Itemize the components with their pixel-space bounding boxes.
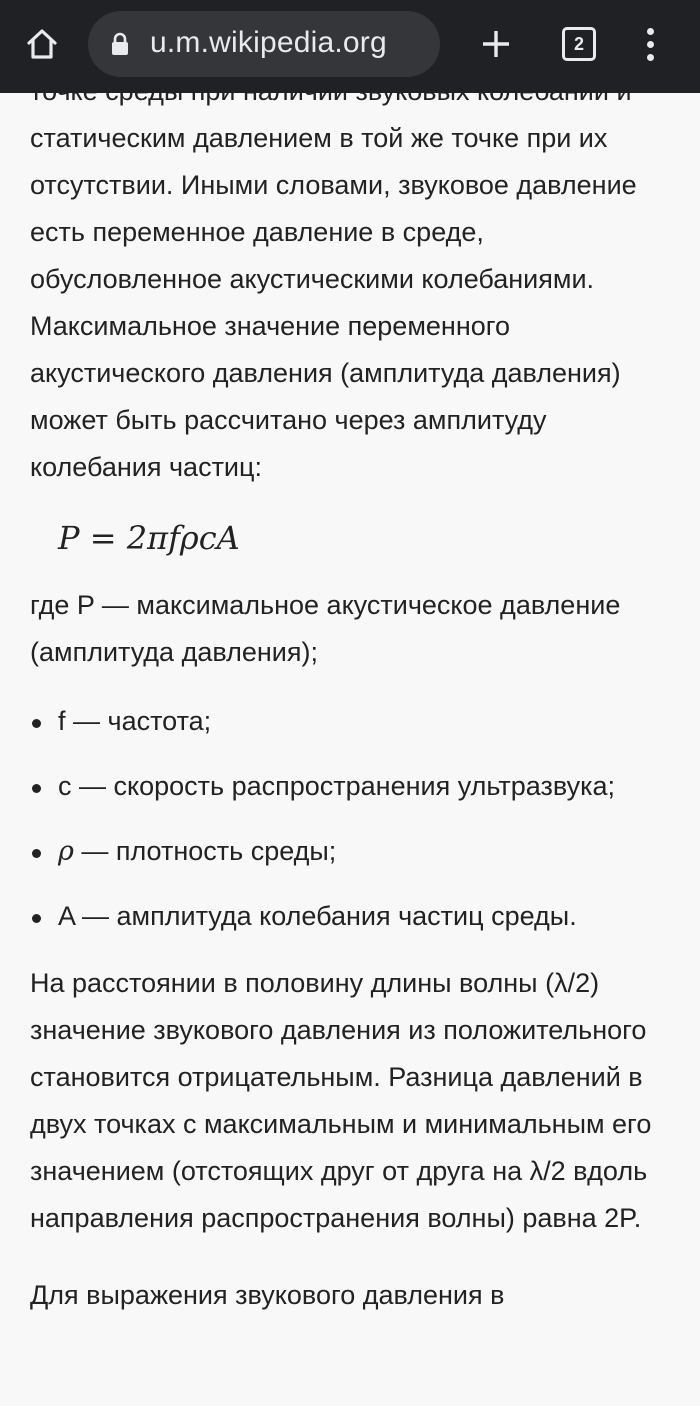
list-text: — плотность среды; (73, 836, 337, 866)
list-text: — частота; (65, 706, 212, 736)
paragraph-3: Для выражения звукового давления в (30, 1280, 505, 1310)
browser-toolbar (0, 0, 700, 93)
list-item (30, 698, 675, 763)
formula-lhs: P (58, 519, 80, 557)
list-symbol: f (58, 706, 66, 736)
url-text: u.m.wikipedia.org (150, 26, 387, 59)
home-icon[interactable] (18, 20, 66, 68)
tab-switcher-button[interactable] (555, 20, 603, 68)
list-symbol: c (58, 771, 72, 801)
list-item (30, 763, 675, 828)
address-bar[interactable] (88, 11, 440, 77)
where-text: где P — максимальное акустическое давление (амплитуда давления); (30, 590, 621, 667)
lock-icon (110, 32, 130, 61)
formula-equals: = (89, 519, 117, 557)
list-symbol: A (58, 901, 75, 931)
tab-count: 2 (562, 27, 596, 61)
new-tab-plus-icon[interactable] (472, 20, 520, 68)
paragraph-2: На расстоянии в половину длины волны (λ/2) значение звукового давления из положительного становится отрицательным. Разница давлений в двух точках с максимальным и минимальным его значением (отстоящих друг от друга на λ/2 вдоль направления распространения волны) равна 2P. (30, 968, 652, 1233)
list-text: — скорость распространения ультразвука; (71, 771, 615, 801)
more-options-icon[interactable] (628, 20, 672, 68)
formula-rhs: 2πfρcA (126, 519, 240, 557)
paragraph-1: статическим давлением в той же точке при их отсутствии. Иными словами, звуковое давление есть переменное давление в среде, обусловленное акустическими колебаниями. Максимальное значение переменного акустического давления (амплитуда давления) может быть рассчитано через амплитуду колебания частиц: (30, 123, 637, 482)
list-item (30, 893, 675, 958)
list-text: — амплитуда колебания частиц среды. (74, 901, 577, 931)
pressure-formula (58, 506, 675, 570)
list-symbol: ρ (58, 836, 74, 867)
list-item (30, 828, 675, 893)
variables-list (30, 698, 675, 958)
article-content (30, 68, 675, 1319)
